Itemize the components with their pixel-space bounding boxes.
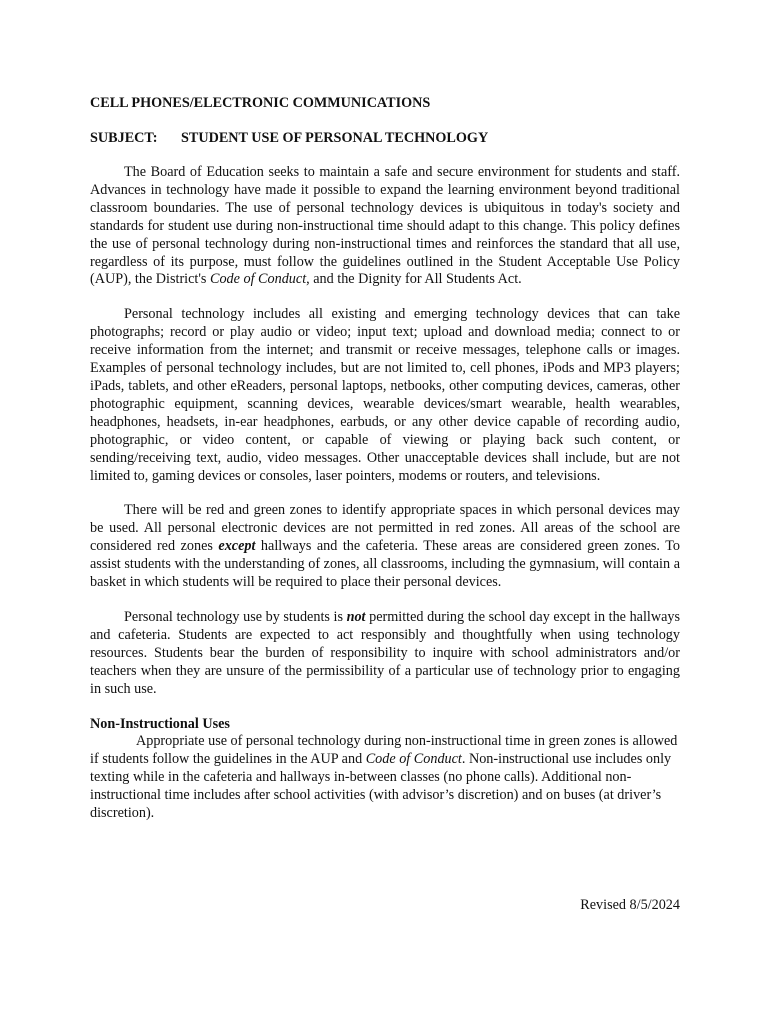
paragraph-zones [90,502,680,592]
paragraph-personal-technology: Personal technology includes all existing and emerging technology devices that can take photographs; record or play audio or video; input text; upload and download media; connect to or receive information from the internet; and transmit or receive messages, telephone calls or images. Examples of personal technology includes, but are not limited to, cell phones, iPods and MP3 players; iPads, tablets, and other eReaders, personal laptops, netbooks, other computing devices, cameras, other photographic equipment, scanning devices, wearable devices/smart wearable, health wearables, headphones, headsets, in-ear headphones, earbuds, or any other device capable of recording audio, photographic, or video content, or capable of viewing or playing back such content, or sending/receiving text, audio, video messages. Other unacceptable devices shall include, but are not limited to, gaming devices or consoles, laser pointers, modems or routers, and televisions. [90,306,680,484]
paragraph-non-instructional-text-1: Appropriate use of personal technology during non-instructional time in green zones is allowed if students follow the guidelines in the AUP and [90,733,678,768]
subject-label: SUBJECT: [90,130,158,146]
paragraph-intro [90,164,680,289]
paragraph-non-instructional-text-2: . Non-instructional use includes only texting while in the cafeteria and hallways in-between classes (no phone calls). Additional non-instructional time includes after school activities (with advisor’s discretion) and on buses (at driver’s discretion). [90,751,672,822]
paragraph-non-instructional [90,733,680,823]
paragraph-intro-text-1: The Board of Education seeks to maintain a safe and secure environment for students and staff. Advances in technology have made it possible to expand the learning environment beyond traditional classroom boundaries. The use of personal technology devices is ubiquitous in today's society and standards for student use during non-instructional time should adapt to this change. This policy defines the use of personal technology during non-instructional times and reinforces the standard that all use, regardless of its purpose, must follow the guidelines outlined in the Student Acceptable Use Policy (AUP), the District's [90,164,680,288]
code-of-conduct-emphasis: Code of Conduct [209,271,307,288]
paragraph-use-text-1: Personal technology use by students is [124,608,347,625]
paragraph-use-text-2: permitted during the school day except in the hallways and cafeteria. Students are expected to act responsibly and thoughtfully when using technology resources. Students bear the burden of responsibility to inquire with school administrators and/or teachers when they are unsure of the permissibility of a particular use of technology prior to engaging in such use. [90,608,681,697]
revised-date: Revised 8/5/2024 [580,897,680,913]
paragraph-use-by-students [90,609,680,699]
not-emphasis: not [346,608,366,625]
paragraph-zones-text-1: There will be red and green zones to identify appropriate spaces in which personal devices may be used. All personal electronic devices are not permitted in red zones. All areas of the school are considered red zones [90,502,680,555]
except-emphasis: except [218,538,256,555]
paragraph-zones-text-2: hallways and the cafeteria. These areas are considered green zones. To assist students with the understanding of zones, all classrooms, including the gymnasium, will contain a basket in which students will be required to place their personal devices. [90,538,680,591]
document-title: CELL PHONES/ELECTRONIC COMMUNICATIONS [90,95,431,111]
subject-value: STUDENT USE OF PERSONAL TECHNOLOGY [181,130,489,146]
paragraph-intro-text-2: , and the Dignity for All Students Act. [306,271,522,288]
subject-line [90,129,680,147]
code-of-conduct-emphasis-2: Code of Conduct [365,751,462,768]
section-title-non-instructional: Non-Instructional Uses [90,716,230,733]
document-page [90,94,680,823]
